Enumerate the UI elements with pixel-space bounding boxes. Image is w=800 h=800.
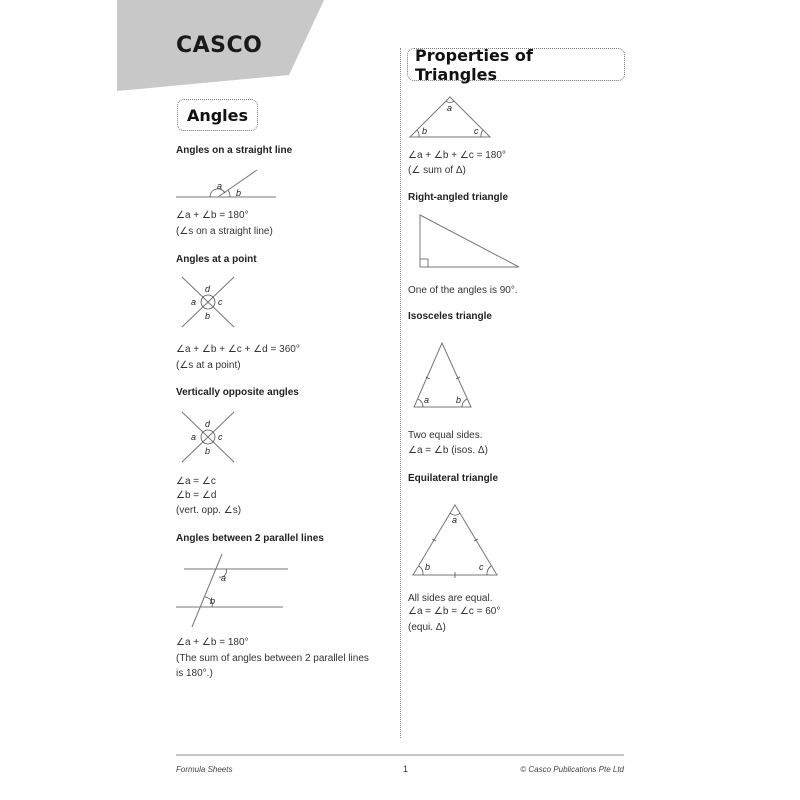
diagram-angles-at-point: [180, 275, 240, 330]
subheading: Right-angled triangle: [408, 192, 508, 203]
svg-text:a: a: [424, 395, 430, 405]
subheading: Angles between 2 parallel lines: [176, 533, 324, 544]
diagram-equilateral-triangle: [410, 502, 500, 580]
diagram-parallel-lines: [170, 550, 300, 630]
page-number: 1: [403, 764, 409, 774]
column-divider: [400, 48, 401, 738]
svg-text:a: a: [452, 515, 458, 525]
svg-text:b: b: [425, 562, 431, 572]
diagram-straight-line: [170, 165, 280, 205]
svg-text:b: b: [422, 126, 428, 136]
section-title-angles: Angles: [177, 99, 258, 131]
formula-line: ∠a = ∠b = ∠c = 60°: [408, 606, 501, 617]
formula-line: ∠a + ∠b = 180°: [176, 637, 249, 648]
formula-note: (vert. opp. ∠s): [176, 505, 242, 516]
formula-note: (∠s at a point): [176, 360, 241, 371]
svg-text:a: a: [191, 432, 197, 442]
formula-note: (∠ sum of Δ): [408, 165, 466, 176]
subheading: Isosceles triangle: [408, 311, 492, 322]
formula-note: (The sum of angles between 2 parallel lines: [176, 653, 369, 664]
formula-note: (∠s on a straight line): [176, 226, 273, 237]
svg-text:c: c: [218, 432, 223, 442]
formula-note: ∠a = ∠b (isos. Δ): [408, 445, 488, 456]
formula-line: ∠a = ∠c: [176, 476, 216, 487]
brand-logo: CASCO: [176, 33, 263, 58]
svg-text:c: c: [479, 562, 484, 572]
formula-note: is 180°.): [176, 668, 213, 679]
formula-note: (equi. Δ): [408, 622, 446, 633]
subheading: Vertically opposite angles: [176, 387, 299, 398]
svg-text:c: c: [474, 126, 479, 136]
diagram-vertically-opposite: [180, 410, 240, 465]
svg-text:d: d: [205, 284, 211, 294]
svg-text:a: a: [447, 103, 453, 113]
formula-line: ∠a + ∠b = 180°: [176, 210, 249, 221]
svg-text:a: a: [191, 297, 197, 307]
svg-text:a: a: [221, 573, 227, 583]
svg-text:c: c: [218, 297, 223, 307]
formula-line: One of the angles is 90°.: [408, 285, 518, 296]
svg-text:b: b: [205, 311, 211, 321]
section-title-triangles: Properties of Triangles: [407, 48, 625, 81]
formula-line: ∠a + ∠b + ∠c = 180°: [408, 150, 506, 161]
subheading: Equilateral triangle: [408, 473, 499, 484]
formula-line: All sides are equal.: [408, 593, 493, 604]
footer-title: Formula Sheets: [176, 765, 233, 774]
svg-text:b: b: [236, 188, 242, 198]
footer-copyright: © Casco Publications Pte Ltd: [520, 765, 624, 774]
diagram-triangle-angle-sum: [405, 95, 495, 140]
svg-text:d: d: [205, 419, 211, 429]
svg-text:b: b: [456, 395, 462, 405]
footer-rule: [176, 754, 624, 756]
subheading: Angles at a point: [176, 254, 257, 265]
formula-line: ∠b = ∠d: [176, 490, 217, 501]
formula-line: Two equal sides.: [408, 430, 483, 441]
svg-text:b: b: [205, 446, 211, 456]
svg-text:b: b: [210, 596, 216, 606]
subheading: Angles on a straight line: [176, 145, 293, 156]
svg-text:a: a: [217, 181, 223, 191]
diagram-right-angled-triangle: [415, 212, 525, 272]
formula-line: ∠a + ∠b + ∠c + ∠d = 360°: [176, 344, 300, 355]
diagram-isosceles-triangle: [410, 340, 475, 410]
